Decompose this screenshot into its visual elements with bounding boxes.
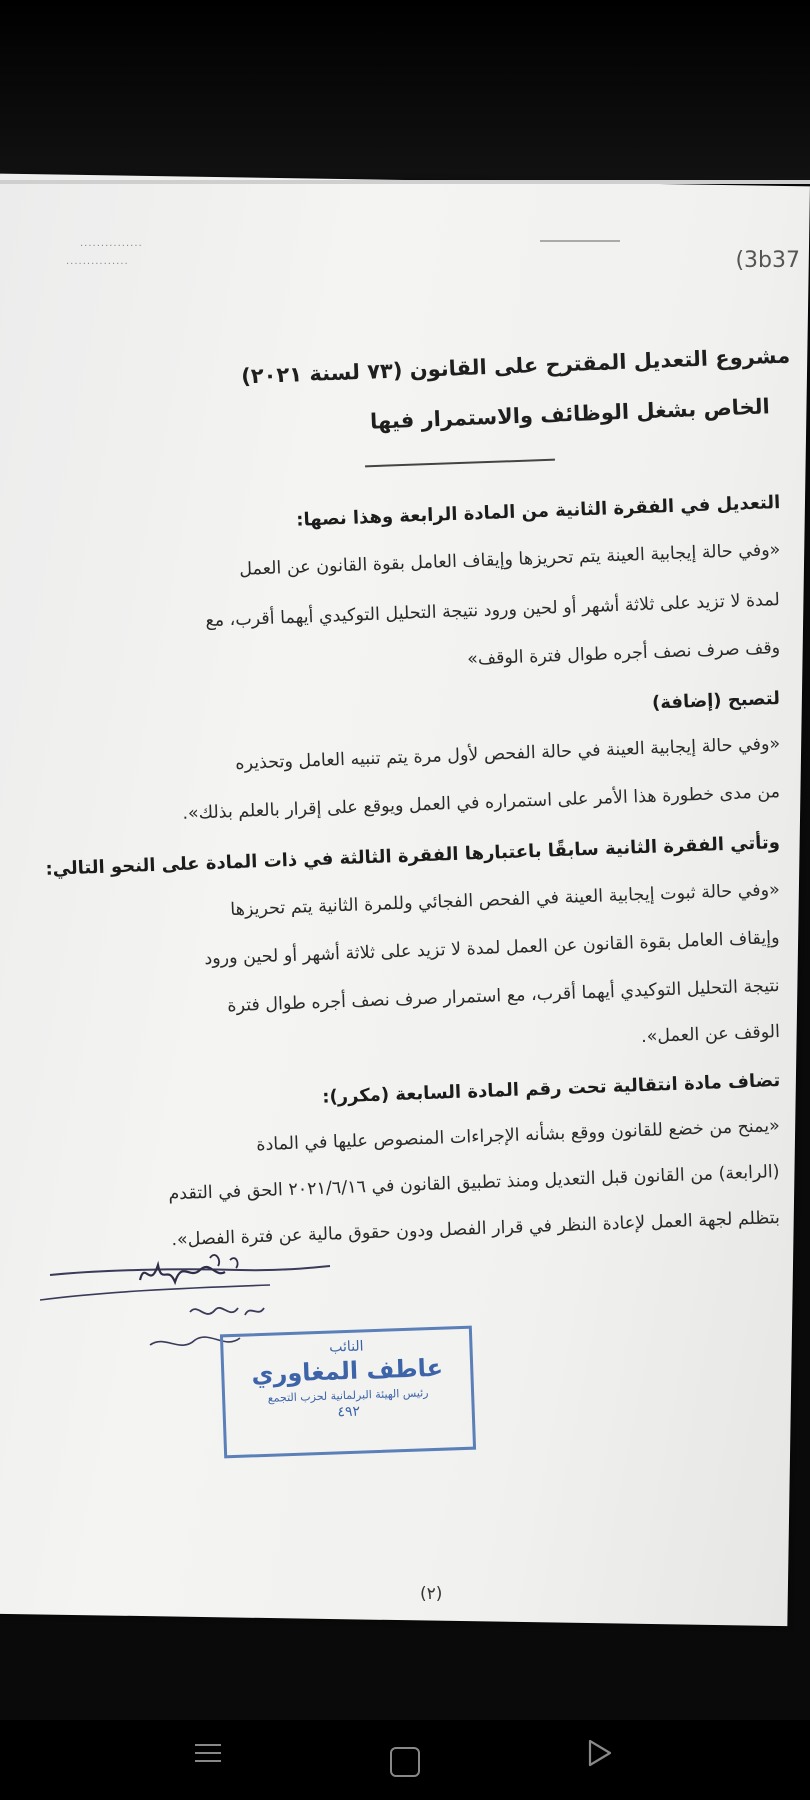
document-number: (3b37 <box>735 248 800 273</box>
document-line: نتيجة التحليل التوكيدي أيهما أقرب، مع استمرار صرف نصف أجره طوال فترة <box>227 976 781 1017</box>
stamp-position: رئيس الهيئة البرلمانية لحزب التجمع <box>267 1386 429 1405</box>
paper-edge <box>0 180 810 184</box>
stamp-title: النائب <box>329 1338 364 1356</box>
document-line: «وفي حالة إيجابية العينة في حالة الفحص لأول مرة يتم تنبيه العامل وتحذيره <box>234 734 781 774</box>
document-line: وإيقاف العامل بقوة القانون عن العمل لمدة لا تزيد على ثلاثة أشهر أو لحين ورود <box>204 928 781 970</box>
document-line: «يمنح من خضع للقانون ووقع بشأنه الإجراءات المنصوص عليها في المادة <box>256 1116 781 1156</box>
document-line: تضاف مادة انتقالية تحت رقم المادة السابعة (مكرر): <box>321 1070 781 1108</box>
document-line: وقف صرف نصف أجره طوال فترة الوقف» <box>466 638 781 670</box>
home-icon[interactable] <box>390 1747 420 1777</box>
stamp-number: ٤٩٢ <box>337 1403 361 1421</box>
document-line: الوقف عن العمل». <box>640 1022 781 1048</box>
document-line: وتأتي الفقرة الثانية سابقًا باعتبارها الفقرة الثالثة في ذات المادة على النحو التالي: <box>45 832 781 880</box>
document-line: بتظلم لجهة العمل لإعادة النظر في قرار الفصل ودون حقوق مالية عن فترة الفصل». <box>171 1208 781 1251</box>
official-stamp <box>220 1326 476 1459</box>
top-rule <box>540 240 620 242</box>
document-title: مشروع التعديل المقترح على القانون (٧٣ لسنة ٢٠٢١) <box>240 343 791 389</box>
document-subtitle: الخاص بشغل الوظائف والاستمرار فيها <box>369 394 771 434</box>
document-line: التعديل في الفقرة الثانية من المادة الرابعة وهذا نصها: <box>295 492 781 531</box>
document-line: لمدة لا تزيد على ثلاثة أشهر أو لحين ورود نتيجة التحليل التوكيدي أيهما أقرب، مع <box>205 590 781 632</box>
corner-marks: ............... <box>80 238 143 249</box>
menu-icon[interactable] <box>195 1738 221 1768</box>
document-line: «وفي حالة ثبوت إيجابية العينة في الفحص الفجائي وللمرة الثانية يتم تحريزها <box>230 880 781 921</box>
page-number: (٢) <box>420 1584 443 1604</box>
document-line: (الرابعة) من القانون قبل التعديل ومنذ تطبيق القانون في ٢٠٢١/٦/١٦ الحق في التقدم <box>168 1162 781 1205</box>
stamp-name: عاطف المغاوري <box>251 1353 444 1389</box>
system-navigation-bar <box>0 1720 810 1800</box>
document-line: «وفي حالة إيجابية العينة يتم تحريزها وإيقاف العامل بقوة القانون عن العمل <box>238 540 781 580</box>
document-line: لتصبح (إضافة) <box>651 688 781 714</box>
corner-marks-2: ............... <box>66 256 129 267</box>
background-top <box>0 0 810 182</box>
document-line: من مدى خطورة هذا الأمر على استمراره في العمل ويوقع على إقرار بالعلم بذلك». <box>182 782 781 824</box>
back-icon[interactable] <box>586 1738 614 1775</box>
